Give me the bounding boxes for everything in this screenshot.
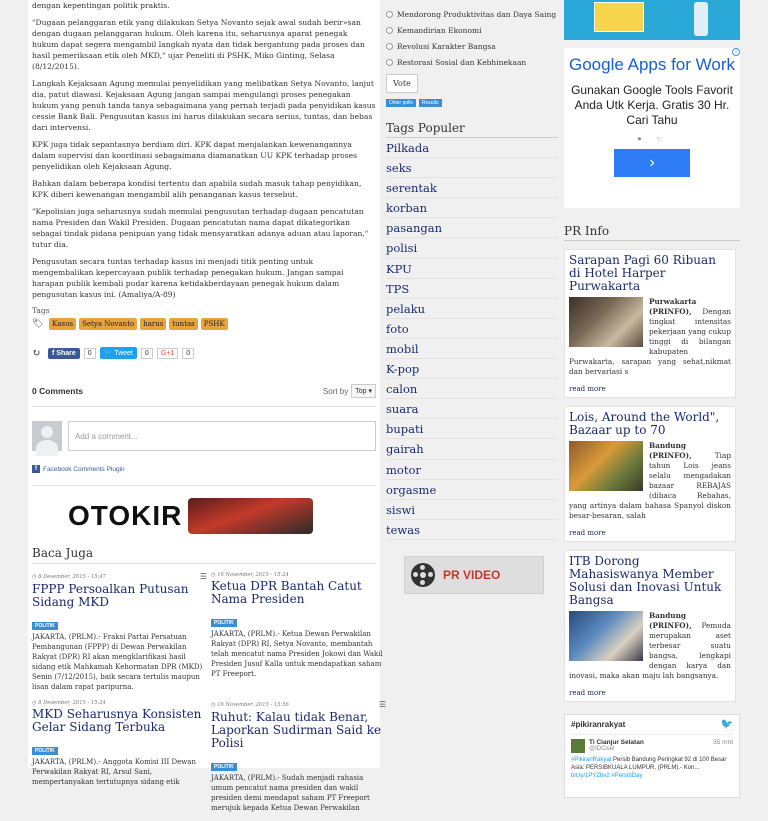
article-body — [28, 0, 380, 300]
popular-tag-link[interactable]: bupati — [386, 419, 558, 439]
tweet-count: 0 — [141, 348, 153, 359]
carousel-dots[interactable]: ● ○ — [637, 134, 667, 143]
popular-tag-link[interactable]: seks — [386, 158, 558, 178]
popular-tag-link[interactable]: orgasme — [386, 480, 558, 500]
related-article-title[interactable]: Ruhut: Kalau tidak Benar, Laporkan Sudirman Said ke Polisi — [211, 710, 382, 750]
promo-card-image — [594, 2, 644, 32]
tag-chip[interactable]: Setya Novanto — [79, 318, 137, 330]
related-article-title[interactable]: Ketua DPR Bantah Catut Nama Presiden — [211, 579, 362, 606]
google-plus-button[interactable]: G+1 — [157, 348, 178, 359]
poll-option[interactable]: Revolusi Karakter Bangsa — [386, 38, 558, 54]
tag-chip[interactable]: harus — [140, 318, 166, 330]
comments-header — [32, 380, 376, 407]
pr-info-thumbnail[interactable] — [569, 297, 643, 347]
avatar[interactable] — [571, 739, 585, 753]
article-paragraph: dengan kepentingan politik praktis. — [32, 1, 170, 10]
pr-info-thumbnail[interactable] — [569, 611, 643, 661]
refresh-icon[interactable]: ↻ — [32, 347, 41, 359]
popular-tag-link[interactable]: Pilkada — [386, 138, 558, 158]
sort-label: Sort by — [322, 386, 349, 396]
otokir-banner[interactable] — [68, 496, 348, 536]
popular-tag-link[interactable]: mobil — [386, 339, 558, 359]
twitter-bird-icon: 🐦 — [720, 719, 733, 730]
pr-info-body: Bandung (PRINFO), Tiap tahun Lois jeans selalu mengadakan bazaar REBAJAS (dibaca Rebahas, yang artinya dalam bahasa Spanyol diskon besar-besaran, salah — [569, 441, 731, 520]
article-meta: ◷ 8 Desember, 2015 - 15:47 ☰ — [32, 572, 207, 581]
category-badge[interactable]: POLITIK — [211, 763, 237, 771]
pr-info-headline[interactable]: Sarapan Pagi 60 Ribuan di Hotel Harper Purwakarta — [569, 253, 716, 293]
category-badge[interactable]: POLITIK — [32, 747, 58, 755]
comments-sort — [323, 384, 376, 398]
article-column — [28, 0, 386, 812]
related-article — [211, 700, 386, 813]
article-date: 16 November, 2015 - 15:24 — [217, 572, 289, 578]
article-paragraph: "Kepolisian juga seharusnya sudah memulai pengusutan terhadap dugaan pencatutan nama Presiden dan Wakil Presiden. Dugaan pencatutan nama dapat dikategorikan sebagai tindak pidana penipuan yang tidak mensyaratkan adanya aduan atau laporan," tutur dia. — [32, 207, 369, 249]
list-icon: ☰ — [378, 700, 386, 709]
pr-video-banner[interactable] — [404, 556, 544, 594]
tweet-text: #PikiranRakyat Persib Bandung Peringkat 92 di 100 Besar Asia: PERSIBKUALA LUMPUR, (PRLM).- Kon... bit.ly/1PYZhv2 #PersibDay — [571, 757, 727, 779]
pr-info-body: Purwakarta (PRINFO), Dengan tingkat intensitas pekerjaan yang cukup tinggi di bilangan kabupaten Purwakarta, sarapan yang sehat,nikmat dan bervariasi s — [569, 297, 731, 376]
pr-info-title: PR Info — [564, 224, 740, 241]
share-bar — [28, 346, 380, 360]
article-paragraph: Langkah Kejaksaan Agung memulai penyelidikan yang melibatkan Setya Novanto, lanjut dia, patut diawasi. Kejaksaan Agung jangan sampai mengulangi proses penegakan hukum yang penuh tanda tanya sebagaimana yang pernah terjadi pada penyidikan kasus cessie Bank Bali. Pengusutan kasus ini harus dilakukan secara serius, tuntas, dan bebas dari intervensi. — [32, 79, 376, 132]
radio-button[interactable] — [386, 43, 393, 50]
related-article-excerpt: JAKARTA, (PRLM).- Fraksi Partai Persatuan Pembangunan (FPPP) di Dewan Perwakilan Rakyat (DPR) RI akan mengklarifikasi hasil sidang etik Mahkamah Kehormatan DPR (MKD) Senin (7/12/2015), baik secara tertulis maupun lisan dalam rapat paripurna. — [32, 633, 203, 691]
pr-info-body: Bandung (PRINFO), Pemuda merupakan aset terbesar suatu bangsa, lengkapi dengan karya dan inovasi, maka akan maju lah bangsanya. — [569, 611, 731, 680]
related-article — [32, 700, 207, 813]
popular-tag-link[interactable]: siswi — [386, 500, 558, 520]
car-image — [188, 498, 313, 534]
article-tags — [28, 306, 380, 330]
tag-list — [32, 318, 376, 330]
middle-sidebar — [386, 0, 558, 768]
comments-count: 0 Comments — [32, 386, 84, 396]
popular-tag-link[interactable]: foto — [386, 319, 558, 339]
popular-tag-link[interactable]: tewas — [386, 520, 558, 540]
tag-chip[interactable]: tuntas — [169, 318, 197, 330]
right-sidebar — [564, 0, 740, 779]
twitter-hashtag-title[interactable]: #pikiranrakyat — [571, 720, 626, 729]
hashtag-link[interactable]: #PikiranRakyat — [571, 757, 612, 763]
ad-body: Gunakan Google Tools Favorit Anda Utk Kerja. Gratis 30 Hr. Cari Tahu — [571, 83, 733, 127]
tags-populer-title: Tags Populer — [386, 121, 558, 138]
poll-option[interactable]: Mendorong Produktivitas dan Daya Saing — [386, 6, 558, 22]
tag-icon: 🏷 — [32, 319, 44, 329]
article-meta: ◷ 16 November, 2015 - 15:24 — [211, 572, 289, 578]
article-paragraph: "Dugaan pelanggaran etik yang dilakukan Setya Novanto sejak awal sudah berir»san dengan dugaan pelanggaran hukum. Oleh karena itu, seharusnya aparat penegak hukum dapat segera mengambil langkah nyata dan tidak bergantung pada proses dan hasil pemeriksaan etik oleh MKD," ujar Peneliti di PSHK, Miko Ginting, Selasa (8/12/2015). — [32, 18, 365, 71]
pr-info-card — [564, 550, 736, 702]
related-article-title[interactable]: MKD Seharusnya Konsisten Gelar Sidang Terbuka — [32, 707, 202, 734]
poll-widget — [386, 6, 558, 107]
promo-banner[interactable] — [564, 0, 740, 40]
tweet-author-handle[interactable]: @IDCisel — [589, 746, 615, 752]
popular-tag-link[interactable]: pasangan — [386, 218, 558, 238]
popular-tag-link[interactable]: TPS — [386, 279, 558, 299]
article-date: 8 Desember, 2015 - 15:24 — [38, 700, 106, 706]
twitter-widget — [564, 714, 740, 798]
radio-button[interactable] — [386, 27, 393, 34]
comment-compose — [32, 421, 376, 451]
film-reel-icon — [411, 563, 435, 587]
related-article — [32, 572, 207, 692]
tweet — [571, 739, 733, 753]
popular-tag-link[interactable]: KPU — [386, 259, 558, 279]
older-polls-link[interactable]: Older polls — [386, 99, 416, 107]
tweet-button[interactable]: 🐦 Tweet — [100, 347, 137, 359]
results-link[interactable]: Results — [419, 99, 442, 107]
vote-button[interactable]: Vote — [386, 74, 418, 93]
ad-title[interactable]: Google Apps for Work — [569, 55, 735, 74]
poll-option[interactable]: Kemandirian Ekonomi — [386, 22, 558, 38]
radio-button[interactable] — [386, 59, 393, 66]
tweet-author-name[interactable]: Ti Cianjur Selatan — [589, 739, 644, 746]
category-badge[interactable]: POLITIK — [32, 622, 58, 630]
tweet-author — [589, 739, 644, 753]
popular-tag-link[interactable]: serentak — [386, 178, 558, 198]
list-icon: ☰ — [199, 572, 207, 581]
comment-input[interactable]: Add a comment... — [68, 421, 376, 451]
popular-tag-link[interactable]: korban — [386, 198, 558, 218]
article-meta: ◷ 8 Desember, 2015 - 15:24 — [32, 700, 106, 706]
pr-info-card — [564, 406, 736, 542]
category-badge[interactable]: POLITIK — [211, 619, 237, 627]
related-article-excerpt: JAKARTA, (PRLM).- Ketua Dewan Perwakilan Rakyat (DPR) RI, Setya Novanto, membantah telah mencatut nama Presiden Jokowi dan Wakil Presiden Jusuf Kalla untuk mendapatkan saham PT Freeport. — [211, 630, 383, 678]
twitter-widget-header — [571, 719, 733, 735]
ad-next-button[interactable]: › — [614, 149, 690, 177]
baca-juga-section — [28, 546, 386, 821]
pr-video-label: PR VIDEO — [443, 567, 501, 582]
article-date: 16 November, 2015 - 15:56 — [217, 701, 289, 708]
otokir-logo: OTOKIR — [68, 500, 183, 531]
facebook-share-button[interactable]: f Share — [48, 348, 80, 359]
poll-links — [386, 99, 558, 107]
baca-juga-grid — [32, 572, 386, 821]
comments-section — [28, 380, 380, 486]
popular-tag-link[interactable]: pelaku — [386, 299, 558, 319]
ad-info-icon[interactable]: i — [732, 48, 740, 56]
facebook-icon: f — [32, 465, 40, 473]
related-article-excerpt: JAKARTA, (PRLM).- Sudah menjadi rahasia umum pencatut nama presiden dan wakil presiden demi mendapat saham PT Freeport merujuk kepada Ketua Dewan Perwakilan — [211, 774, 370, 812]
avatar — [32, 421, 62, 451]
popular-tag-link[interactable]: gairah — [386, 439, 558, 459]
related-article — [211, 572, 386, 692]
tags-populer-list — [386, 138, 558, 540]
google-plus-count: 0 — [182, 348, 194, 359]
sort-select[interactable]: Top ▾ — [351, 384, 376, 398]
tweet-time: 35 mnt — [713, 739, 733, 746]
article-meta: ◷ 16 November, 2015 - 15:56 ☰ — [211, 700, 386, 709]
article-paragraph: Bahkan dalam beberapa kondisi tertentu dan apabila sudah masuk tahap penyidikan, KPK diberi kewenangan mengambil alih penanganan kasus tersebut. — [32, 179, 362, 199]
google-ad[interactable] — [564, 48, 740, 208]
article-date: 8 Desember, 2015 - 15:47 — [38, 573, 106, 580]
pr-info-headline[interactable]: ITB Dorong Mahasiswanya Member Solusi dan Inovasi Untuk Bangsa — [569, 554, 722, 607]
tweet-link[interactable]: bit.ly/1PYZhv2 — [571, 773, 610, 779]
popular-tag-link[interactable]: suara — [386, 399, 558, 419]
baca-juga-title: Baca Juga — [32, 546, 376, 564]
pr-info-thumbnail[interactable] — [569, 441, 643, 491]
poll-option[interactable]: Restorasi Sosial dan Kebhinekaan — [386, 54, 558, 70]
promo-product-image — [694, 2, 708, 36]
related-article-excerpt: JAKARTA, (PRLM).- Anggota Komisi III Dewan Perwakilan Rakyat RI, Arsul Sani, mempertanyakan tertutupnya sidang etik — [32, 758, 196, 786]
popular-tag-link[interactable]: calon — [386, 379, 558, 399]
read-more-link[interactable]: read more — [569, 529, 606, 537]
popular-tag-link[interactable]: polisi — [386, 238, 558, 258]
article-paragraph: KPK juga tidak sepantasnya berdiam diri. KPK dapat menjalankan kewenangannya dalam supervisi dan koordinasi sebagaimana diamanatkan UU KPK terhadap proses penyelidikan oleh Kejaksaan Agung. — [32, 140, 357, 171]
tag-chip[interactable]: PSHK — [201, 318, 228, 330]
related-article-title[interactable]: FPPP Persoalkan Putusan Sidang MKD — [32, 582, 189, 609]
read-more-link[interactable]: read more — [569, 689, 606, 697]
article-paragraph: Pengusutan secara tuntas terhadap kasus ini menjadi titik penting untuk mengembalikan kepercayaan publik terhadap penegakan hukum. Jangan sampai harapan publik kembali pudar karena ketidakberdayaan penegak hukum dalam pengusutan kasus ini. (Amaliya/A-89) — [32, 257, 344, 299]
tag-chip[interactable]: Kasus — [49, 318, 76, 330]
read-more-link[interactable]: read more — [569, 385, 606, 393]
radio-button[interactable] — [386, 11, 393, 18]
facebook-share-count: 0 — [84, 348, 96, 359]
popular-tag-link[interactable]: motor — [386, 460, 558, 480]
popular-tag-link[interactable]: K-pop — [386, 359, 558, 379]
facebook-comments-plugin-link[interactable]: f Facebook Comments Plugin — [32, 465, 376, 486]
pr-info-headline[interactable]: Lois, Around the World", Bazaar up to 70 — [569, 410, 720, 437]
tags-title: Tags — [32, 306, 50, 315]
pr-info-card — [564, 249, 736, 398]
